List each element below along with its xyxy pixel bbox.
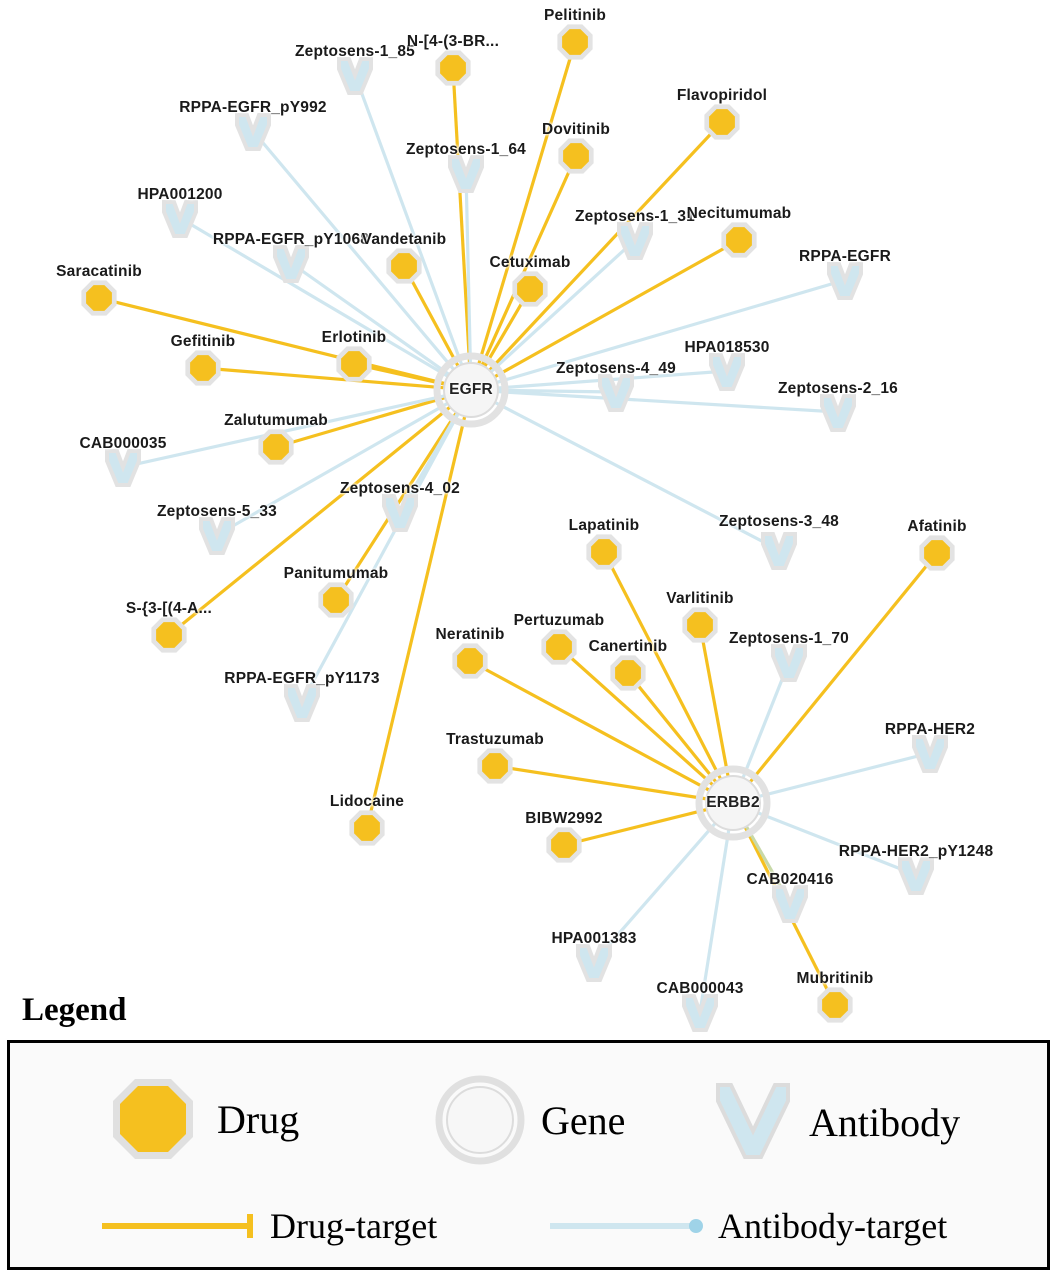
drug-node[interactable] xyxy=(557,24,592,59)
node-label: Cetuximab xyxy=(489,254,571,271)
legend-item-antibody-target-edge xyxy=(548,1205,947,1247)
chevron-icon[interactable] xyxy=(600,376,632,410)
graph-edge xyxy=(291,263,453,377)
octagon-icon[interactable] xyxy=(391,253,417,279)
chevron-icon[interactable] xyxy=(773,646,805,680)
octagon-icon[interactable] xyxy=(591,539,617,565)
graph-edge xyxy=(99,298,450,385)
antibody-node[interactable] xyxy=(201,519,233,553)
node-label: Saracatinib xyxy=(56,263,142,280)
chevron-icon[interactable] xyxy=(450,157,482,191)
drug-node[interactable] xyxy=(610,655,645,690)
node-label: HPA001200 xyxy=(137,186,223,203)
node-label: Zeptosens-2_16 xyxy=(778,380,898,397)
graph-edge xyxy=(477,42,575,369)
antibody-node[interactable] xyxy=(339,59,371,93)
antibody-node[interactable] xyxy=(619,224,651,258)
node-label: Panitumumab xyxy=(283,565,389,582)
drug-node[interactable] xyxy=(704,104,739,139)
drug-target-edge-icon xyxy=(100,1211,260,1241)
node-label: RPPA-EGFR_pY1068 xyxy=(212,231,370,248)
drug-node[interactable] xyxy=(258,429,293,464)
node-label: Gefitinib xyxy=(170,333,236,350)
node-label: Zeptosens-1_64 xyxy=(406,141,526,158)
octagon-icon[interactable] xyxy=(551,832,577,858)
antibody-node[interactable] xyxy=(914,737,946,771)
octagon-icon[interactable] xyxy=(482,753,508,779)
drug-node[interactable] xyxy=(349,810,384,845)
antibody-node[interactable] xyxy=(900,859,932,893)
node-label: Zalutumumab xyxy=(224,412,328,429)
node-label: RPPA-EGFR_pY1173 xyxy=(224,670,380,687)
octagon-icon xyxy=(105,1071,201,1167)
drug-node[interactable] xyxy=(558,138,593,173)
chevron-icon[interactable] xyxy=(829,264,861,298)
node-label: Trastuzumab xyxy=(446,731,544,748)
node-label: ERBB2 xyxy=(706,794,760,811)
antibody-node[interactable] xyxy=(578,946,610,980)
drug-node[interactable] xyxy=(586,534,621,569)
chevron-icon[interactable] xyxy=(763,534,795,568)
antibody-node[interactable] xyxy=(774,887,806,921)
antibody-node[interactable] xyxy=(773,646,805,680)
legend-box xyxy=(7,1040,1050,1270)
node-label: N-[4-(3-BR... xyxy=(406,33,500,50)
chevron-icon[interactable] xyxy=(201,519,233,553)
drug-node[interactable] xyxy=(512,271,547,306)
chevron-icon[interactable] xyxy=(107,451,139,485)
octagon-icon[interactable] xyxy=(562,29,588,55)
octagon-icon[interactable] xyxy=(440,55,466,81)
octagon-icon[interactable] xyxy=(354,815,380,841)
legend-item-drug xyxy=(105,1071,299,1167)
drug-node[interactable] xyxy=(546,827,581,862)
node-label: Mubritinib xyxy=(796,970,874,987)
octagon-icon[interactable] xyxy=(726,227,752,253)
node-label: Flavopiridol xyxy=(676,87,768,104)
legend-item-antibody xyxy=(713,1079,960,1165)
graph-edge xyxy=(302,409,461,702)
antibody-node[interactable] xyxy=(450,157,482,191)
node-label: Dovitinib xyxy=(541,121,611,138)
chevron-icon[interactable] xyxy=(684,996,716,1030)
node-label: HPA018530 xyxy=(684,339,770,356)
drug-node[interactable] xyxy=(682,607,717,642)
antibody-node[interactable] xyxy=(822,396,854,430)
drug-node[interactable] xyxy=(721,222,756,257)
antibody-node[interactable] xyxy=(107,451,139,485)
octagon-icon[interactable] xyxy=(517,276,543,302)
octagon-icon[interactable] xyxy=(822,992,848,1018)
graph-edge xyxy=(495,766,711,800)
drug-node[interactable] xyxy=(151,617,186,652)
chevron-icon[interactable] xyxy=(164,202,196,236)
chevron-icon[interactable] xyxy=(619,224,651,258)
node-label: RPPA-EGFR_pY992 xyxy=(179,99,327,116)
legend-label-drug-target: Drug-target xyxy=(270,1206,438,1246)
legend-item-gene xyxy=(435,1075,625,1165)
antibody-node[interactable] xyxy=(164,202,196,236)
node-label: Zeptosens-3_48 xyxy=(719,513,839,530)
node-label: Vandetanib xyxy=(361,231,447,248)
graph-edge xyxy=(700,625,729,781)
octagon-icon[interactable] xyxy=(563,143,589,169)
antibody-target-edge-icon xyxy=(548,1211,708,1241)
drug-node[interactable] xyxy=(386,248,421,283)
chevron-icon[interactable] xyxy=(286,686,318,720)
legend-item-drug-target-edge xyxy=(100,1205,437,1247)
node-label: Pertuzumab xyxy=(513,612,605,629)
drug-node[interactable] xyxy=(81,280,116,315)
antibody-node[interactable] xyxy=(684,996,716,1030)
drug-node[interactable] xyxy=(185,350,220,385)
antibody-node[interactable] xyxy=(286,686,318,720)
octagon-icon[interactable] xyxy=(709,109,735,135)
node-label: RPPA-HER2_pY1248 xyxy=(838,843,994,860)
node-label: Zeptosens-4_02 xyxy=(340,480,460,497)
legend-label-gene: Gene xyxy=(541,1097,626,1143)
antibody-node[interactable] xyxy=(711,355,743,389)
chevron-icon[interactable] xyxy=(578,946,610,980)
octagon-icon[interactable] xyxy=(156,622,182,648)
node-label: Necitumumab xyxy=(686,205,792,222)
graph-edge xyxy=(355,75,463,369)
node-label: Zeptosens-1_85 xyxy=(295,43,415,60)
antibody-node[interactable] xyxy=(600,376,632,410)
node-label: RPPA-EGFR xyxy=(799,248,891,265)
node-label: Zeptosens-1_31 xyxy=(575,208,695,225)
legend-label-antibody: Antibody xyxy=(809,1099,961,1145)
legend-label-antibody-target: Antibody-target xyxy=(718,1206,948,1246)
node-label: Neratinib xyxy=(435,626,505,643)
graph-edge xyxy=(486,122,722,374)
octagon-icon[interactable] xyxy=(615,660,641,686)
octagon-icon[interactable] xyxy=(687,612,713,638)
node-label: Zeptosens-1_70 xyxy=(729,630,849,647)
chevron-icon[interactable] xyxy=(711,355,743,389)
chevron-icon[interactable] xyxy=(914,737,946,771)
drug-node[interactable] xyxy=(477,748,512,783)
node-label: Canertinib xyxy=(588,638,668,655)
chevron-icon[interactable] xyxy=(822,396,854,430)
chevron-icon xyxy=(713,1079,793,1165)
node-label: CAB020416 xyxy=(746,871,834,888)
drug-node[interactable] xyxy=(919,535,954,570)
antibody-node[interactable] xyxy=(829,264,861,298)
drug-node[interactable] xyxy=(318,582,353,617)
node-label: HPA001383 xyxy=(551,930,637,947)
node-label: Pelitinib xyxy=(543,7,607,24)
node-label: Afatinib xyxy=(907,518,967,535)
node-label: Lapatinib xyxy=(568,517,640,534)
octagon-icon[interactable] xyxy=(457,648,483,674)
octagon-icon[interactable] xyxy=(86,285,112,311)
octagon-icon[interactable] xyxy=(924,540,950,566)
octagon-icon[interactable] xyxy=(546,634,572,660)
octagon-icon[interactable] xyxy=(190,355,216,381)
drug-node[interactable] xyxy=(435,50,470,85)
node-label: S-{3-[(4-A... xyxy=(125,600,213,617)
node-label: Lidocaine xyxy=(329,793,405,810)
legend-title: Legend xyxy=(22,992,127,1028)
chevron-icon[interactable] xyxy=(774,887,806,921)
legend-label-drug: Drug xyxy=(217,1096,300,1142)
node-label: EGFR xyxy=(449,381,493,398)
graph-edge xyxy=(754,753,930,798)
octagon-icon[interactable] xyxy=(263,434,289,460)
chevron-icon[interactable] xyxy=(339,59,371,93)
drug-node[interactable] xyxy=(336,346,371,381)
node-label: RPPA-HER2 xyxy=(884,721,976,738)
octagon-icon[interactable] xyxy=(323,587,349,613)
node-label: Zeptosens-4_49 xyxy=(556,360,676,377)
node-label: BIBW2992 xyxy=(525,810,603,827)
drug-node[interactable] xyxy=(541,629,576,664)
drug-node[interactable] xyxy=(817,987,852,1022)
node-label: Erlotinib xyxy=(321,329,387,346)
drug-node[interactable] xyxy=(452,643,487,678)
graph-edge xyxy=(747,553,937,786)
node-label: CAB000043 xyxy=(656,980,744,997)
chevron-icon[interactable] xyxy=(900,859,932,893)
circle-icon xyxy=(435,1075,525,1165)
node-label: CAB000035 xyxy=(79,435,167,452)
node-label: Varlitinib xyxy=(666,590,734,607)
node-label: Zeptosens-5_33 xyxy=(157,503,277,520)
octagon-icon[interactable] xyxy=(341,351,367,377)
antibody-node[interactable] xyxy=(763,534,795,568)
